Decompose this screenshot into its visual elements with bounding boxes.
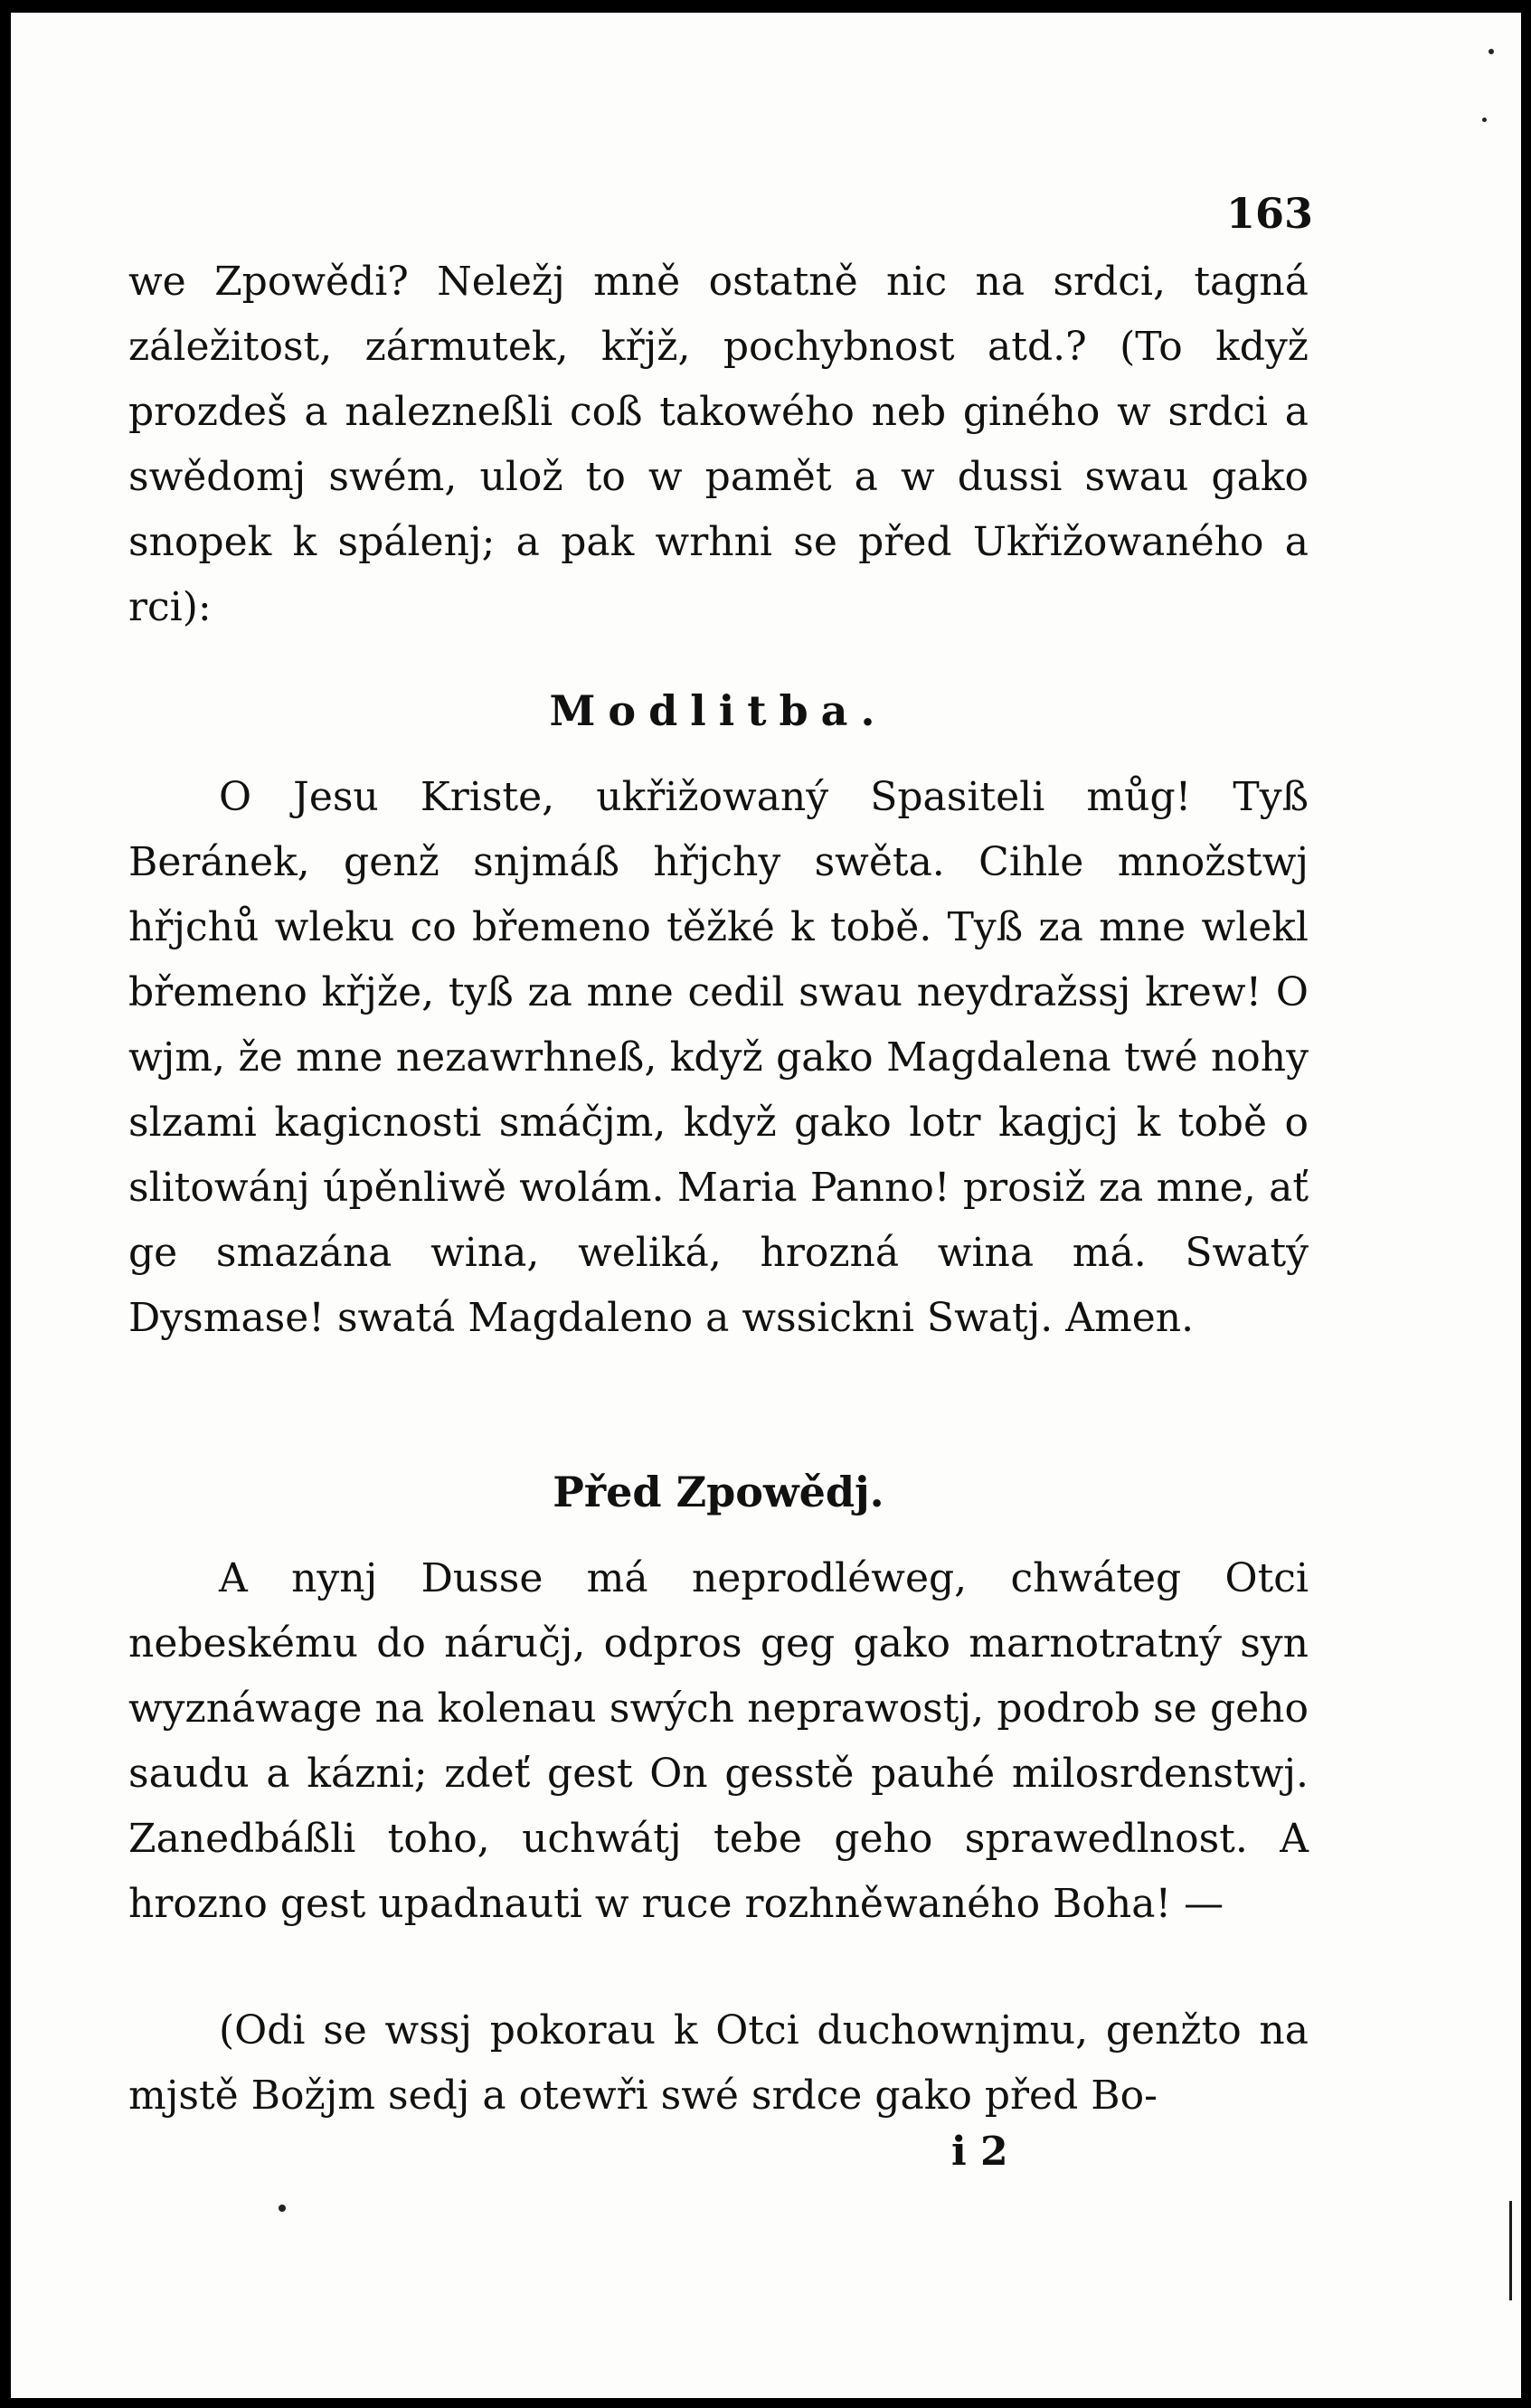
section-prayer — [128, 678, 1309, 743]
prayer-paragraph: O Jesu Kriste, ukřižowaný Spasiteli můg! Tyß Beránek, genž snjmáß hřjchy swěta. Cihle množstwj hřjchů wleku co břemeno těžké k tobě. Tyß za mne wlekl břemeno křjže, tyß za mne cedil swau neydražssj krew! O wjm, že mne nezawrhneß, když gako Magdalena twé nohy slzami kagicnosti smáčjm, když gako lotr kagjcj k tobě o slitowánj úpěnliwě wolám. Maria Panno! prosiž za mne, ať ge smazána wina, weliká, hrozná wina má. Swatý Dysmase! swatá Magdaleno a wssickni Swatj. Amen. — [128, 774, 1309, 1341]
page-number: 163 — [1225, 189, 1313, 238]
continuation-paragraph: (Odi se wssj pokorau k Otci duchownjmu, genžto na mjstě Božjm sedj a otewři swé srdce gako před Bo- — [128, 2007, 1309, 2119]
book-page — [11, 13, 1521, 2398]
section-heading-before-confession: Před Zpowědj. — [553, 1468, 884, 1516]
confession-block — [128, 1546, 1309, 1937]
continuation-block — [128, 1998, 1309, 2129]
intro-block — [128, 250, 1309, 640]
edge-line — [1509, 2201, 1512, 2300]
section-heading-prayer: Modlitba. — [549, 686, 888, 735]
confession-paragraph: A nynj Dusse má neprodléweg, chwáteg Otci nebeskému do náručj, odpros geg gako marnotratný syn wyznáwage na kolenau swých neprawostj, podrob se geho saudu a kázni; zdeť gest On gesstě pauhé milosrdenstwj. Zanedbáßli toho, uchwátj tebe geho sprawedlnost. A hrozno gest upadnauti w ruce rozhněwaného Boha! — — [128, 1555, 1309, 1927]
ink-speck — [1482, 118, 1487, 122]
signature-mark: i 2 — [951, 2129, 1008, 2175]
ink-speck — [1488, 49, 1494, 54]
intro-paragraph: we Zpowědi? Neležj mně ostatně nic na srdci, tagná záležitost, zármutek, křjž, pochybnost atd.? (To když prozdeš a nalezneßli coß takowého neb giného w srdci a swědomj swém, ulož to w pamět a w dussi swau gako snopek k spálenj; a pak wrhni se před Ukřižowaného a rci): — [128, 259, 1309, 630]
section-before-confession — [128, 1459, 1309, 1525]
ink-speck — [279, 2205, 286, 2212]
prayer-block — [128, 765, 1309, 1351]
